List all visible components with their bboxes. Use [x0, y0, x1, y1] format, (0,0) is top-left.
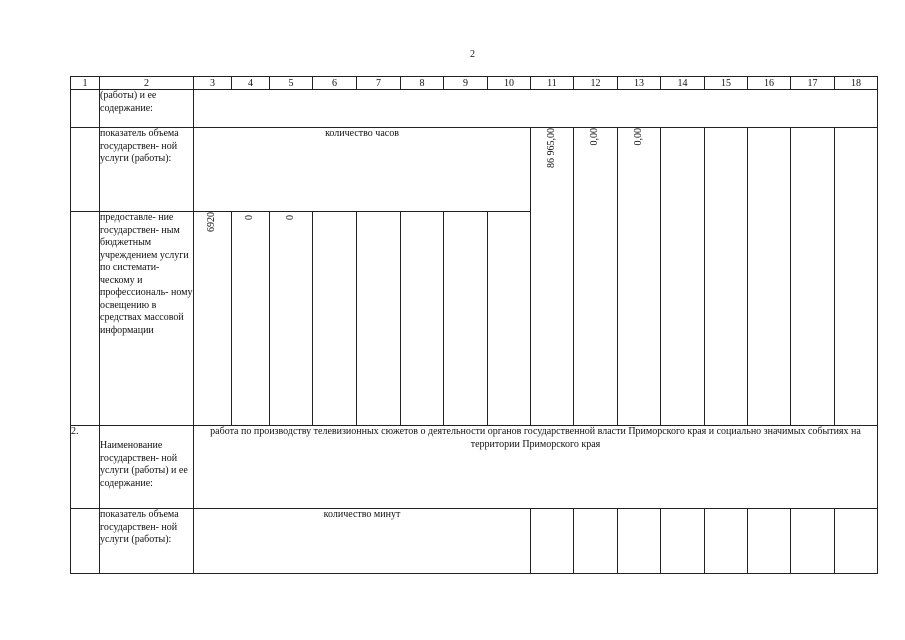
table-cell — [661, 509, 705, 574]
table-cell — [401, 212, 444, 426]
value-text: 0 — [244, 215, 256, 220]
value-text: 0,00 — [632, 128, 644, 146]
table-cell — [705, 128, 748, 426]
column-number: 3 — [194, 77, 232, 90]
column-number: 18 — [835, 77, 878, 90]
value-cell — [194, 212, 232, 426]
table-cell — [194, 90, 878, 128]
table-cell — [835, 509, 878, 574]
value-cell — [574, 128, 618, 426]
value-text: 86 965,00 — [545, 128, 557, 168]
table-cell — [357, 212, 401, 426]
row-label: показатель объема государствен- ной услуги (работы): — [100, 509, 194, 574]
value-cell — [531, 128, 574, 426]
row-label: Наименование государствен- ной услуги (работы) и ее содержание: — [100, 426, 194, 509]
table-cell — [71, 212, 100, 426]
value-text: 0 — [284, 215, 296, 220]
service-description: работа по производству телевизионных сюжетов о деятельности органов государственной власти Приморского края и социально значимых событиях на территории Приморского края — [194, 426, 878, 509]
value-text: 6920 — [206, 212, 218, 232]
table-cell — [705, 509, 748, 574]
unit-cell: количество минут — [194, 509, 531, 574]
table-row — [71, 90, 878, 128]
column-number: 10 — [488, 77, 531, 90]
column-number: 7 — [357, 77, 401, 90]
column-number: 6 — [313, 77, 357, 90]
table-cell — [835, 128, 878, 426]
column-number: 17 — [791, 77, 835, 90]
column-number: 15 — [705, 77, 748, 90]
column-number: 2 — [100, 77, 194, 90]
column-number: 11 — [531, 77, 574, 90]
column-number: 14 — [661, 77, 705, 90]
column-number: 13 — [618, 77, 661, 90]
column-number: 16 — [748, 77, 791, 90]
table-cell — [791, 509, 835, 574]
unit-cell: количество часов — [194, 128, 531, 212]
table-cell — [71, 509, 100, 574]
table-cell — [661, 128, 705, 426]
column-number: 8 — [401, 77, 444, 90]
row-number: 2. — [71, 426, 100, 509]
table-cell — [748, 509, 791, 574]
table-cell — [618, 509, 661, 574]
column-number: 12 — [574, 77, 618, 90]
table-cell — [71, 128, 100, 212]
row-label: показатель объема государствен- ной услуги (работы): — [100, 128, 194, 212]
table-cell — [444, 212, 488, 426]
table-cell — [748, 128, 791, 426]
column-number: 1 — [71, 77, 100, 90]
row-label: (работы) и ее содержание: — [100, 90, 194, 128]
column-number: 9 — [444, 77, 488, 90]
column-number: 4 — [232, 77, 270, 90]
table-row — [71, 509, 878, 574]
value-cell — [270, 212, 313, 426]
table-cell — [71, 90, 100, 128]
page-number: 2 — [470, 49, 475, 60]
table-cell — [574, 509, 618, 574]
value-cell — [232, 212, 270, 426]
report-table — [70, 76, 878, 574]
row-label: предоставле- ние государствен- ным бюджетным учреждением услуги по системати- ческому и профессиональ- ному освещению в средствах массовой информации — [100, 212, 194, 426]
table-row — [71, 128, 878, 212]
table-cell — [488, 212, 531, 426]
value-cell — [618, 128, 661, 426]
table-row — [71, 426, 878, 509]
column-number: 5 — [270, 77, 313, 90]
table-cell — [313, 212, 357, 426]
value-text: 0,00 — [589, 128, 601, 146]
table-cell — [791, 128, 835, 426]
column-number-row — [71, 77, 878, 90]
table-cell — [531, 509, 574, 574]
